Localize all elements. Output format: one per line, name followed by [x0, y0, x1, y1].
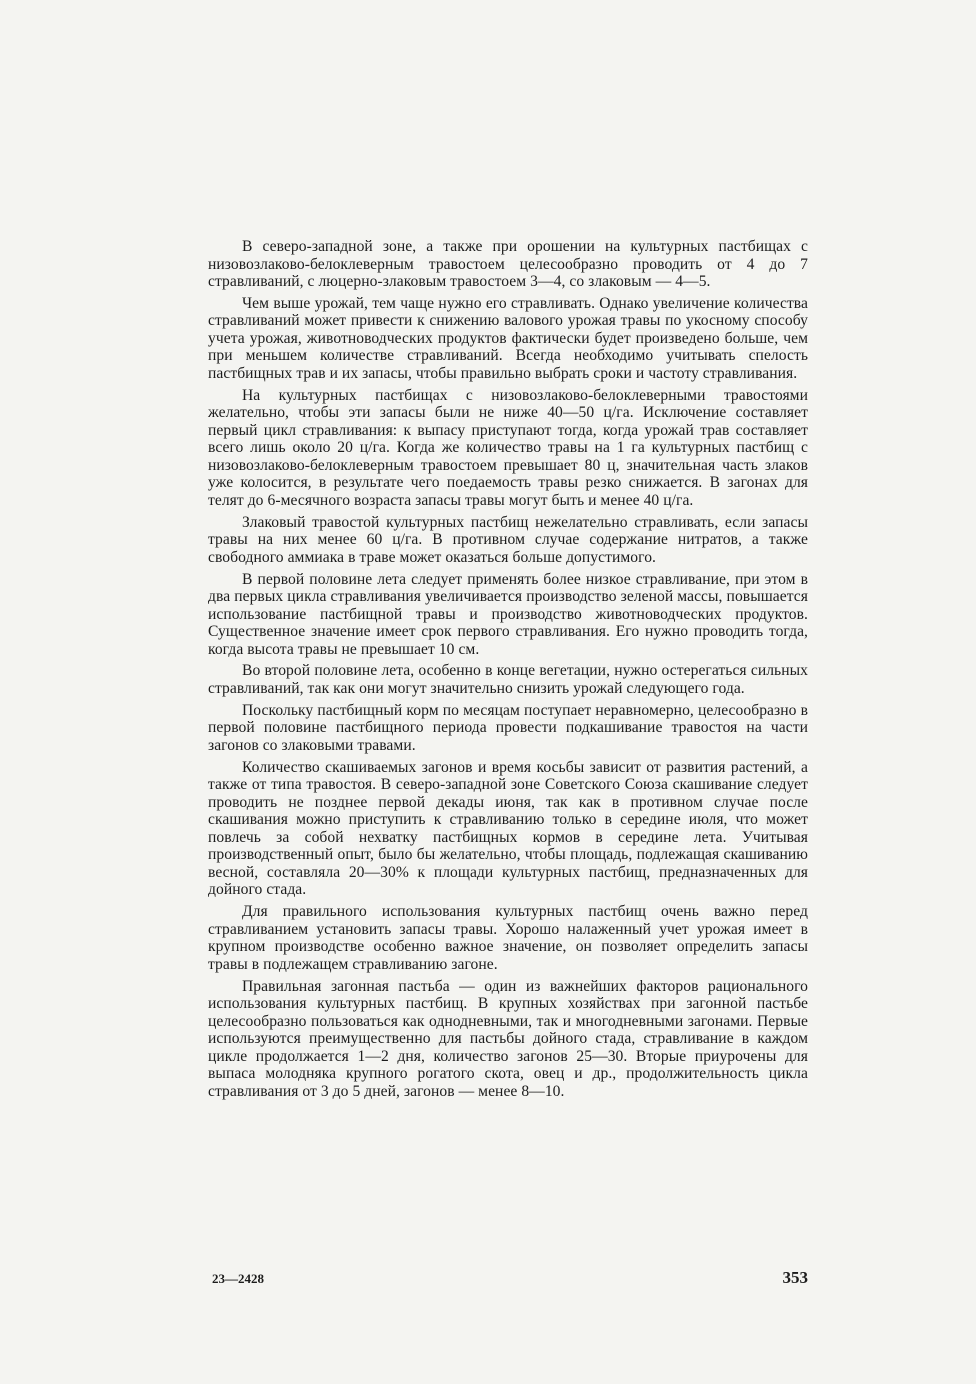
page-number: 353: [782, 1268, 808, 1287]
paragraph: Поскольку пастбищный корм по месяцам поступает неравномерно, целесообразно в первой половине пастбищного периода провести подкашивание травостоя на части загонов со злаковыми травами.: [208, 701, 808, 754]
printer-signature: 23—2428: [212, 1271, 264, 1286]
paragraph: Количество скашиваемых загонов и время косьбы зависит от развития растений, а также от типа травостоя. В северо-западной зоне Советского Союза скашивание следует проводить не позднее первой декады июня, так как в противном случае после скашивания можно приступить к стравливанию только в середине июля, что может повлечь за собой нехватку пастбищных кормов в середине лета. Учитывая производственный опыт, было бы желательно, чтобы площадь, подлежащая скашиванию весной, составляла 20—30% к площади культурных пастбищ, предназначенных для дойного стада.: [208, 758, 808, 899]
paragraph: Во второй половине лета, особенно в конце вегетации, нужно остерегаться сильных стравливаний, так как они могут значительно снизить урожай следующего года.: [208, 662, 808, 697]
paragraph: В северо-западной зоне, а также при орошении на культурных пастбищах с низовозлаково-белоклеверным травостоем целесообразно проводить от 4 до 7 стравливаний, с люцерно-злаковым травостоем 3—4, со злаковым — 4—5.: [208, 238, 808, 290]
paragraph: В первой половине лета следует применять более низкое стравливание, при этом в два первых цикла стравливания увеличивается производство зеленой массы, повышается использование пастбищной травы и производство животноводческих продуктов. Существенное значение имеет срок первого стравливания. Его нужно проводить тогда, когда высота травы не превышает 10 см.: [208, 570, 808, 658]
paragraph: Злаковый травостой культурных пастбищ нежелательно стравливать, если запасы травы на них менее 60 ц/га. В противном случае содержание нитратов, а также свободного аммиака в траве может оказаться больше допустимого.: [208, 513, 808, 566]
paragraph: Для правильного использования культурных пастбищ очень важно перед стравливанием установить запасы травы. Хорошо налаженный учет урожая имеет в крупном производстве особенно важное значение, он позволяет определить запасы травы в подлежащем стравливанию загоне.: [208, 903, 808, 973]
paragraph: На культурных пастбищах с низовозлаково-белоклеверными травостоями желательно, чтобы эти запасы были не ниже 40—50 ц/га. Исключение составляет первый цикл стравливания: к выпасу приступают тогда, когда урожай трав составляет всего лишь около 20 ц/га. Когда же количество травы на 1 га культурных пастбищ с низовозлаково-белоклеверным травостоем превышает 80 ц, значительная часть злаков уже колосится, в результате чего поедаемость травы резко снижается. В загонах для телят до 6-месячного возраста запасы травы могут быть и менее 40 ц/га.: [208, 386, 808, 509]
body-text: [208, 238, 808, 1104]
page-footer: [212, 1268, 808, 1288]
paragraph: Чем выше урожай, тем чаще нужно его стравливать. Однако увеличение количества стравливаний может привести к снижению валового урожая травы по укосному способу учета урожая, животноводческих продуктов фактически будет произведено больше, чем при меньшем количестве стравливаний. Всегда необходимо учитывать спелость пастбищных трав и их запасы, чтобы правильно выбрать сроки и частоту стравливания.: [208, 294, 808, 382]
paragraph: Правильная загонная пастьба — один из важнейших факторов рационального использования культурных пастбищ. В крупных хозяйствах при загонной пастьбе целесообразно пользоваться как однодневными, так и многодневными загонами. Первые используются преимущественно для пастьбы дойного стада, стравливание в каждом цикле продолжается 1—2 дня, количество загонов 25—30. Вторые приурочены для выпаса молодняка крупного рогатого скота, овец и др., продолжительность цикла стравливания от 3 до 5 дней, загонов — менее 8—10.: [208, 977, 808, 1100]
